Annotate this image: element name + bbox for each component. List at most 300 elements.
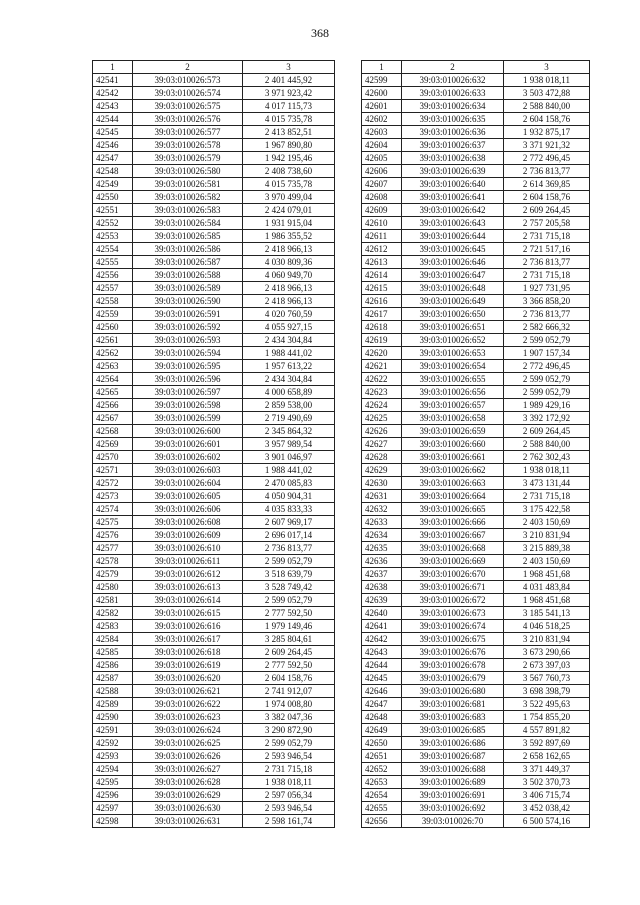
row-number-cell: 42642 — [362, 633, 402, 646]
value-cell: 2 604 158,76 — [243, 672, 335, 685]
value-cell: 3 210 831,94 — [504, 633, 590, 646]
row-number-cell: 42546 — [93, 139, 133, 152]
value-cell: 4 015 735,78 — [243, 178, 335, 191]
value-cell: 2 403 150,69 — [504, 555, 590, 568]
value-cell: 3 957 989,54 — [243, 438, 335, 451]
row-number-cell: 42559 — [93, 308, 133, 321]
table-row — [362, 373, 590, 386]
cadastral-number-cell: 39:03:010026:617 — [133, 633, 243, 646]
row-number-cell: 42575 — [93, 516, 133, 529]
cadastral-number-cell: 39:03:010026:579 — [133, 152, 243, 165]
table-row — [93, 620, 335, 633]
value-cell: 4 557 891,82 — [504, 724, 590, 737]
table-row — [93, 646, 335, 659]
table-row — [362, 542, 590, 555]
table-row — [93, 412, 335, 425]
cadastral-number-cell: 39:03:010026:615 — [133, 607, 243, 620]
row-number-cell: 42646 — [362, 685, 402, 698]
cadastral-number-cell: 39:03:010026:584 — [133, 217, 243, 230]
table-row — [362, 802, 590, 815]
cadastral-number-cell: 39:03:010026:596 — [133, 373, 243, 386]
table-row — [93, 724, 335, 737]
header-col-2: 2 — [402, 61, 504, 74]
cadastral-number-cell: 39:03:010026:674 — [402, 620, 504, 633]
table-row — [93, 789, 335, 802]
value-cell: 1 988 441,02 — [243, 347, 335, 360]
value-cell: 3 290 872,90 — [243, 724, 335, 737]
cadastral-number-cell: 39:03:010026:650 — [402, 308, 504, 321]
row-number-cell: 42614 — [362, 269, 402, 282]
cadastral-number-cell: 39:03:010026:604 — [133, 477, 243, 490]
value-cell: 2 777 592,50 — [243, 659, 335, 672]
row-number-cell: 42598 — [93, 815, 133, 828]
cadastral-number-cell: 39:03:010026:683 — [402, 711, 504, 724]
row-number-cell: 42572 — [93, 477, 133, 490]
row-number-cell: 42600 — [362, 87, 402, 100]
cadastral-number-cell: 39:03:010026:585 — [133, 230, 243, 243]
cadastral-number-cell: 39:03:010026:622 — [133, 698, 243, 711]
table-row — [362, 581, 590, 594]
row-number-cell: 42543 — [93, 100, 133, 113]
table-header-row — [93, 61, 335, 74]
table-row — [93, 568, 335, 581]
cadastral-number-cell: 39:03:010026:651 — [402, 321, 504, 334]
value-cell: 2 604 158,76 — [504, 113, 590, 126]
left-table — [92, 60, 335, 828]
row-number-cell: 42650 — [362, 737, 402, 750]
table-row — [362, 490, 590, 503]
cadastral-number-cell: 39:03:010026:652 — [402, 334, 504, 347]
table-row — [362, 386, 590, 399]
row-number-cell: 42567 — [93, 412, 133, 425]
value-cell: 1 974 008,80 — [243, 698, 335, 711]
value-cell: 2 736 813,77 — [504, 256, 590, 269]
row-number-cell: 42624 — [362, 399, 402, 412]
cadastral-number-cell: 39:03:010026:580 — [133, 165, 243, 178]
table-row — [93, 750, 335, 763]
row-number-cell: 42622 — [362, 373, 402, 386]
row-number-cell: 42648 — [362, 711, 402, 724]
cadastral-number-cell: 39:03:010026:618 — [133, 646, 243, 659]
table-row — [93, 438, 335, 451]
cadastral-number-cell: 39:03:010026:592 — [133, 321, 243, 334]
table-row — [362, 763, 590, 776]
table-row — [93, 256, 335, 269]
cadastral-number-cell: 39:03:010026:648 — [402, 282, 504, 295]
table-row — [362, 282, 590, 295]
table-row — [362, 555, 590, 568]
cadastral-number-cell: 39:03:010026:672 — [402, 594, 504, 607]
value-cell: 2 403 150,69 — [504, 516, 590, 529]
row-number-cell: 42576 — [93, 529, 133, 542]
row-number-cell: 42566 — [93, 399, 133, 412]
table-row — [362, 815, 590, 828]
value-cell: 2 599 052,79 — [504, 373, 590, 386]
cadastral-number-cell: 39:03:010026:627 — [133, 763, 243, 776]
cadastral-number-cell: 39:03:010026:590 — [133, 295, 243, 308]
table-row — [93, 542, 335, 555]
value-cell: 2 418 966,13 — [243, 282, 335, 295]
table-row — [93, 100, 335, 113]
value-cell: 2 736 813,77 — [504, 308, 590, 321]
row-number-cell: 42637 — [362, 568, 402, 581]
value-cell: 2 434 304,84 — [243, 373, 335, 386]
value-cell: 2 772 496,45 — [504, 360, 590, 373]
table-row — [93, 360, 335, 373]
row-number-cell: 42643 — [362, 646, 402, 659]
table-row — [362, 685, 590, 698]
table-row — [93, 191, 335, 204]
cadastral-number-cell: 39:03:010026:657 — [402, 399, 504, 412]
value-cell: 2 470 085,83 — [243, 477, 335, 490]
row-number-cell: 42573 — [93, 490, 133, 503]
cadastral-number-cell: 39:03:010026:631 — [133, 815, 243, 828]
cadastral-number-cell: 39:03:010026:688 — [402, 763, 504, 776]
table-row — [362, 477, 590, 490]
row-number-cell: 42579 — [93, 568, 133, 581]
row-number-cell: 42585 — [93, 646, 133, 659]
row-number-cell: 42656 — [362, 815, 402, 828]
cadastral-number-cell: 39:03:010026:655 — [402, 373, 504, 386]
value-cell: 3 592 897,69 — [504, 737, 590, 750]
header-col-1: 1 — [93, 61, 133, 74]
value-cell: 4 015 735,78 — [243, 113, 335, 126]
row-number-cell: 42631 — [362, 490, 402, 503]
table-row — [362, 204, 590, 217]
row-number-cell: 42599 — [362, 74, 402, 87]
row-number-cell: 42615 — [362, 282, 402, 295]
table-row — [362, 776, 590, 789]
table-row — [93, 139, 335, 152]
row-number-cell: 42627 — [362, 438, 402, 451]
table-row — [362, 711, 590, 724]
value-cell: 2 588 840,00 — [504, 438, 590, 451]
cadastral-number-cell: 39:03:010026:636 — [402, 126, 504, 139]
value-cell: 2 731 715,18 — [504, 490, 590, 503]
table-row — [93, 516, 335, 529]
value-cell: 4 035 833,33 — [243, 503, 335, 516]
row-number-cell: 42633 — [362, 516, 402, 529]
table-row — [93, 204, 335, 217]
table-row — [93, 464, 335, 477]
row-number-cell: 42647 — [362, 698, 402, 711]
row-number-cell: 42651 — [362, 750, 402, 763]
cadastral-number-cell: 39:03:010026:645 — [402, 243, 504, 256]
value-cell: 3 371 921,32 — [504, 139, 590, 152]
value-cell: 3 503 472,88 — [504, 87, 590, 100]
value-cell: 4 017 115,73 — [243, 100, 335, 113]
table-row — [93, 529, 335, 542]
cadastral-number-cell: 39:03:010026:638 — [402, 152, 504, 165]
table-row — [362, 256, 590, 269]
value-cell: 1 907 157,34 — [504, 347, 590, 360]
row-number-cell: 42580 — [93, 581, 133, 594]
table-row — [362, 737, 590, 750]
cadastral-number-cell: 39:03:010026:577 — [133, 126, 243, 139]
row-number-cell: 42612 — [362, 243, 402, 256]
cadastral-number-cell: 39:03:010026:686 — [402, 737, 504, 750]
row-number-cell: 42563 — [93, 360, 133, 373]
row-number-cell: 42611 — [362, 230, 402, 243]
value-cell: 2 599 052,79 — [243, 594, 335, 607]
table-row — [93, 776, 335, 789]
cadastral-number-cell: 39:03:010026:676 — [402, 646, 504, 659]
table-row — [362, 425, 590, 438]
page-number: 368 — [311, 26, 329, 40]
value-cell: 2 588 840,00 — [504, 100, 590, 113]
table-row — [93, 87, 335, 100]
cadastral-number-cell: 39:03:010026:639 — [402, 165, 504, 178]
cadastral-number-cell: 39:03:010026:628 — [133, 776, 243, 789]
table-row — [362, 152, 590, 165]
cadastral-number-cell: 39:03:010026:649 — [402, 295, 504, 308]
cadastral-number-cell: 39:03:010026:654 — [402, 360, 504, 373]
table-row — [93, 685, 335, 698]
value-cell: 2 736 813,77 — [504, 165, 590, 178]
cadastral-number-cell: 39:03:010026:602 — [133, 451, 243, 464]
table-row — [362, 360, 590, 373]
cadastral-number-cell: 39:03:010026:70 — [402, 815, 504, 828]
table-row — [93, 178, 335, 191]
row-number-cell: 42625 — [362, 412, 402, 425]
cadastral-number-cell: 39:03:010026:637 — [402, 139, 504, 152]
table-row — [93, 698, 335, 711]
row-number-cell: 42591 — [93, 724, 133, 737]
cadastral-number-cell: 39:03:010026:575 — [133, 100, 243, 113]
row-number-cell: 42601 — [362, 100, 402, 113]
table-row — [362, 321, 590, 334]
cadastral-number-cell: 39:03:010026:603 — [133, 464, 243, 477]
value-cell: 1 932 875,17 — [504, 126, 590, 139]
value-cell: 3 406 715,74 — [504, 789, 590, 802]
value-cell: 2 736 813,77 — [243, 542, 335, 555]
cadastral-number-cell: 39:03:010026:662 — [402, 464, 504, 477]
table-row — [362, 503, 590, 516]
table-row — [362, 113, 590, 126]
cadastral-number-cell: 39:03:010026:578 — [133, 139, 243, 152]
row-number-cell: 42582 — [93, 607, 133, 620]
row-number-cell: 42634 — [362, 529, 402, 542]
table-row — [362, 334, 590, 347]
value-cell: 3 970 499,04 — [243, 191, 335, 204]
cadastral-number-cell: 39:03:010026:611 — [133, 555, 243, 568]
row-number-cell: 42570 — [93, 451, 133, 464]
table-row — [362, 295, 590, 308]
row-number-cell: 42641 — [362, 620, 402, 633]
row-number-cell: 42606 — [362, 165, 402, 178]
cadastral-number-cell: 39:03:010026:692 — [402, 802, 504, 815]
table-row — [93, 711, 335, 724]
cadastral-number-cell: 39:03:010026:669 — [402, 555, 504, 568]
row-number-cell: 42621 — [362, 360, 402, 373]
value-cell: 1 988 441,02 — [243, 464, 335, 477]
table-row — [362, 269, 590, 282]
table-row — [93, 321, 335, 334]
cadastral-number-cell: 39:03:010026:574 — [133, 87, 243, 100]
row-number-cell: 42549 — [93, 178, 133, 191]
value-cell: 1 968 451,68 — [504, 568, 590, 581]
value-cell: 2 609 264,45 — [504, 425, 590, 438]
value-cell: 1 938 018,11 — [504, 464, 590, 477]
table-row — [362, 191, 590, 204]
row-number-cell: 42604 — [362, 139, 402, 152]
value-cell: 3 285 804,61 — [243, 633, 335, 646]
cadastral-number-cell: 39:03:010026:665 — [402, 503, 504, 516]
value-cell: 3 382 047,36 — [243, 711, 335, 724]
value-cell: 2 609 264,45 — [243, 646, 335, 659]
value-cell: 2 673 397,03 — [504, 659, 590, 672]
cadastral-number-cell: 39:03:010026:614 — [133, 594, 243, 607]
value-cell: 3 567 760,73 — [504, 672, 590, 685]
value-cell: 2 434 304,84 — [243, 334, 335, 347]
value-cell: 4 055 927,15 — [243, 321, 335, 334]
row-number-cell: 42556 — [93, 269, 133, 282]
cadastral-number-cell: 39:03:010026:609 — [133, 529, 243, 542]
table-row — [93, 386, 335, 399]
table-row — [93, 737, 335, 750]
row-number-cell: 42545 — [93, 126, 133, 139]
row-number-cell: 42645 — [362, 672, 402, 685]
table-row — [93, 152, 335, 165]
table-row — [93, 165, 335, 178]
row-number-cell: 42584 — [93, 633, 133, 646]
cadastral-number-cell: 39:03:010026:644 — [402, 230, 504, 243]
value-cell: 3 215 889,38 — [504, 542, 590, 555]
table-row — [362, 672, 590, 685]
row-number-cell: 42568 — [93, 425, 133, 438]
header-col-3: 3 — [504, 61, 590, 74]
value-cell: 2 599 052,79 — [504, 386, 590, 399]
cadastral-number-cell: 39:03:010026:642 — [402, 204, 504, 217]
value-cell: 2 418 966,13 — [243, 295, 335, 308]
cadastral-number-cell: 39:03:010026:582 — [133, 191, 243, 204]
value-cell: 2 599 052,79 — [243, 555, 335, 568]
table-row — [362, 594, 590, 607]
value-cell: 3 175 422,58 — [504, 503, 590, 516]
row-number-cell: 42595 — [93, 776, 133, 789]
row-number-cell: 42610 — [362, 217, 402, 230]
value-cell: 2 597 056,34 — [243, 789, 335, 802]
row-number-cell: 42547 — [93, 152, 133, 165]
value-cell: 1 931 915,04 — [243, 217, 335, 230]
value-cell: 1 989 429,16 — [504, 399, 590, 412]
table-row — [93, 126, 335, 139]
row-number-cell: 42639 — [362, 594, 402, 607]
value-cell: 1 942 195,46 — [243, 152, 335, 165]
cadastral-number-cell: 39:03:010026:663 — [402, 477, 504, 490]
cadastral-number-cell: 39:03:010026:625 — [133, 737, 243, 750]
table-row — [93, 308, 335, 321]
cadastral-number-cell: 39:03:010026:656 — [402, 386, 504, 399]
value-cell: 4 000 658,89 — [243, 386, 335, 399]
value-cell: 2 413 852,51 — [243, 126, 335, 139]
value-cell: 2 696 017,14 — [243, 529, 335, 542]
row-number-cell: 42613 — [362, 256, 402, 269]
row-number-cell: 42592 — [93, 737, 133, 750]
cadastral-number-cell: 39:03:010026:616 — [133, 620, 243, 633]
cadastral-number-cell: 39:03:010026:621 — [133, 685, 243, 698]
table-header-row — [362, 61, 590, 74]
value-cell: 2 607 969,17 — [243, 516, 335, 529]
row-number-cell: 42596 — [93, 789, 133, 802]
value-cell: 2 582 666,32 — [504, 321, 590, 334]
value-cell: 3 518 639,79 — [243, 568, 335, 581]
row-number-cell: 42586 — [93, 659, 133, 672]
value-cell: 1 754 855,20 — [504, 711, 590, 724]
cadastral-number-cell: 39:03:010026:660 — [402, 438, 504, 451]
row-number-cell: 42644 — [362, 659, 402, 672]
value-cell: 2 859 538,00 — [243, 399, 335, 412]
value-cell: 2 424 079,01 — [243, 204, 335, 217]
value-cell: 2 777 592,50 — [243, 607, 335, 620]
table-row — [93, 217, 335, 230]
value-cell: 2 599 052,79 — [243, 737, 335, 750]
value-cell: 1 957 613,22 — [243, 360, 335, 373]
cadastral-number-cell: 39:03:010026:689 — [402, 776, 504, 789]
row-number-cell: 42561 — [93, 334, 133, 347]
cadastral-number-cell: 39:03:010026:588 — [133, 269, 243, 282]
value-cell: 2 345 864,32 — [243, 425, 335, 438]
row-number-cell: 42587 — [93, 672, 133, 685]
cadastral-number-cell: 39:03:010026:599 — [133, 412, 243, 425]
row-number-cell: 42654 — [362, 789, 402, 802]
cadastral-number-cell: 39:03:010026:586 — [133, 243, 243, 256]
row-number-cell: 42560 — [93, 321, 133, 334]
cadastral-number-cell: 39:03:010026:606 — [133, 503, 243, 516]
header-col-1: 1 — [362, 61, 402, 74]
row-number-cell: 42583 — [93, 620, 133, 633]
value-cell: 3 371 449,37 — [504, 763, 590, 776]
row-number-cell: 42593 — [93, 750, 133, 763]
row-number-cell: 42557 — [93, 282, 133, 295]
table-row — [362, 464, 590, 477]
value-cell: 1 927 731,95 — [504, 282, 590, 295]
table-row — [93, 672, 335, 685]
row-number-cell: 42569 — [93, 438, 133, 451]
value-cell: 4 030 809,36 — [243, 256, 335, 269]
table-row — [362, 516, 590, 529]
table-row — [362, 620, 590, 633]
value-cell: 1 979 149,46 — [243, 620, 335, 633]
cadastral-number-cell: 39:03:010026:640 — [402, 178, 504, 191]
cadastral-number-cell: 39:03:010026:629 — [133, 789, 243, 802]
table-row — [93, 503, 335, 516]
table-row — [362, 217, 590, 230]
row-number-cell: 42578 — [93, 555, 133, 568]
cadastral-number-cell: 39:03:010026:646 — [402, 256, 504, 269]
row-number-cell: 42555 — [93, 256, 133, 269]
table-row — [93, 607, 335, 620]
cadastral-number-cell: 39:03:010026:634 — [402, 100, 504, 113]
value-cell: 1 938 018,11 — [243, 776, 335, 789]
value-cell: 2 762 302,43 — [504, 451, 590, 464]
table-row — [362, 789, 590, 802]
row-number-cell: 42619 — [362, 334, 402, 347]
row-number-cell: 42594 — [93, 763, 133, 776]
table-row — [93, 399, 335, 412]
row-number-cell: 42588 — [93, 685, 133, 698]
row-number-cell: 42574 — [93, 503, 133, 516]
cadastral-number-cell: 39:03:010026:668 — [402, 542, 504, 555]
row-number-cell: 42609 — [362, 204, 402, 217]
table-row — [362, 659, 590, 672]
table-row — [362, 347, 590, 360]
row-number-cell: 42655 — [362, 802, 402, 815]
cadastral-number-cell: 39:03:010026:583 — [133, 204, 243, 217]
value-cell: 2 772 496,45 — [504, 152, 590, 165]
table-row — [93, 74, 335, 87]
value-cell: 6 500 574,16 — [504, 815, 590, 828]
